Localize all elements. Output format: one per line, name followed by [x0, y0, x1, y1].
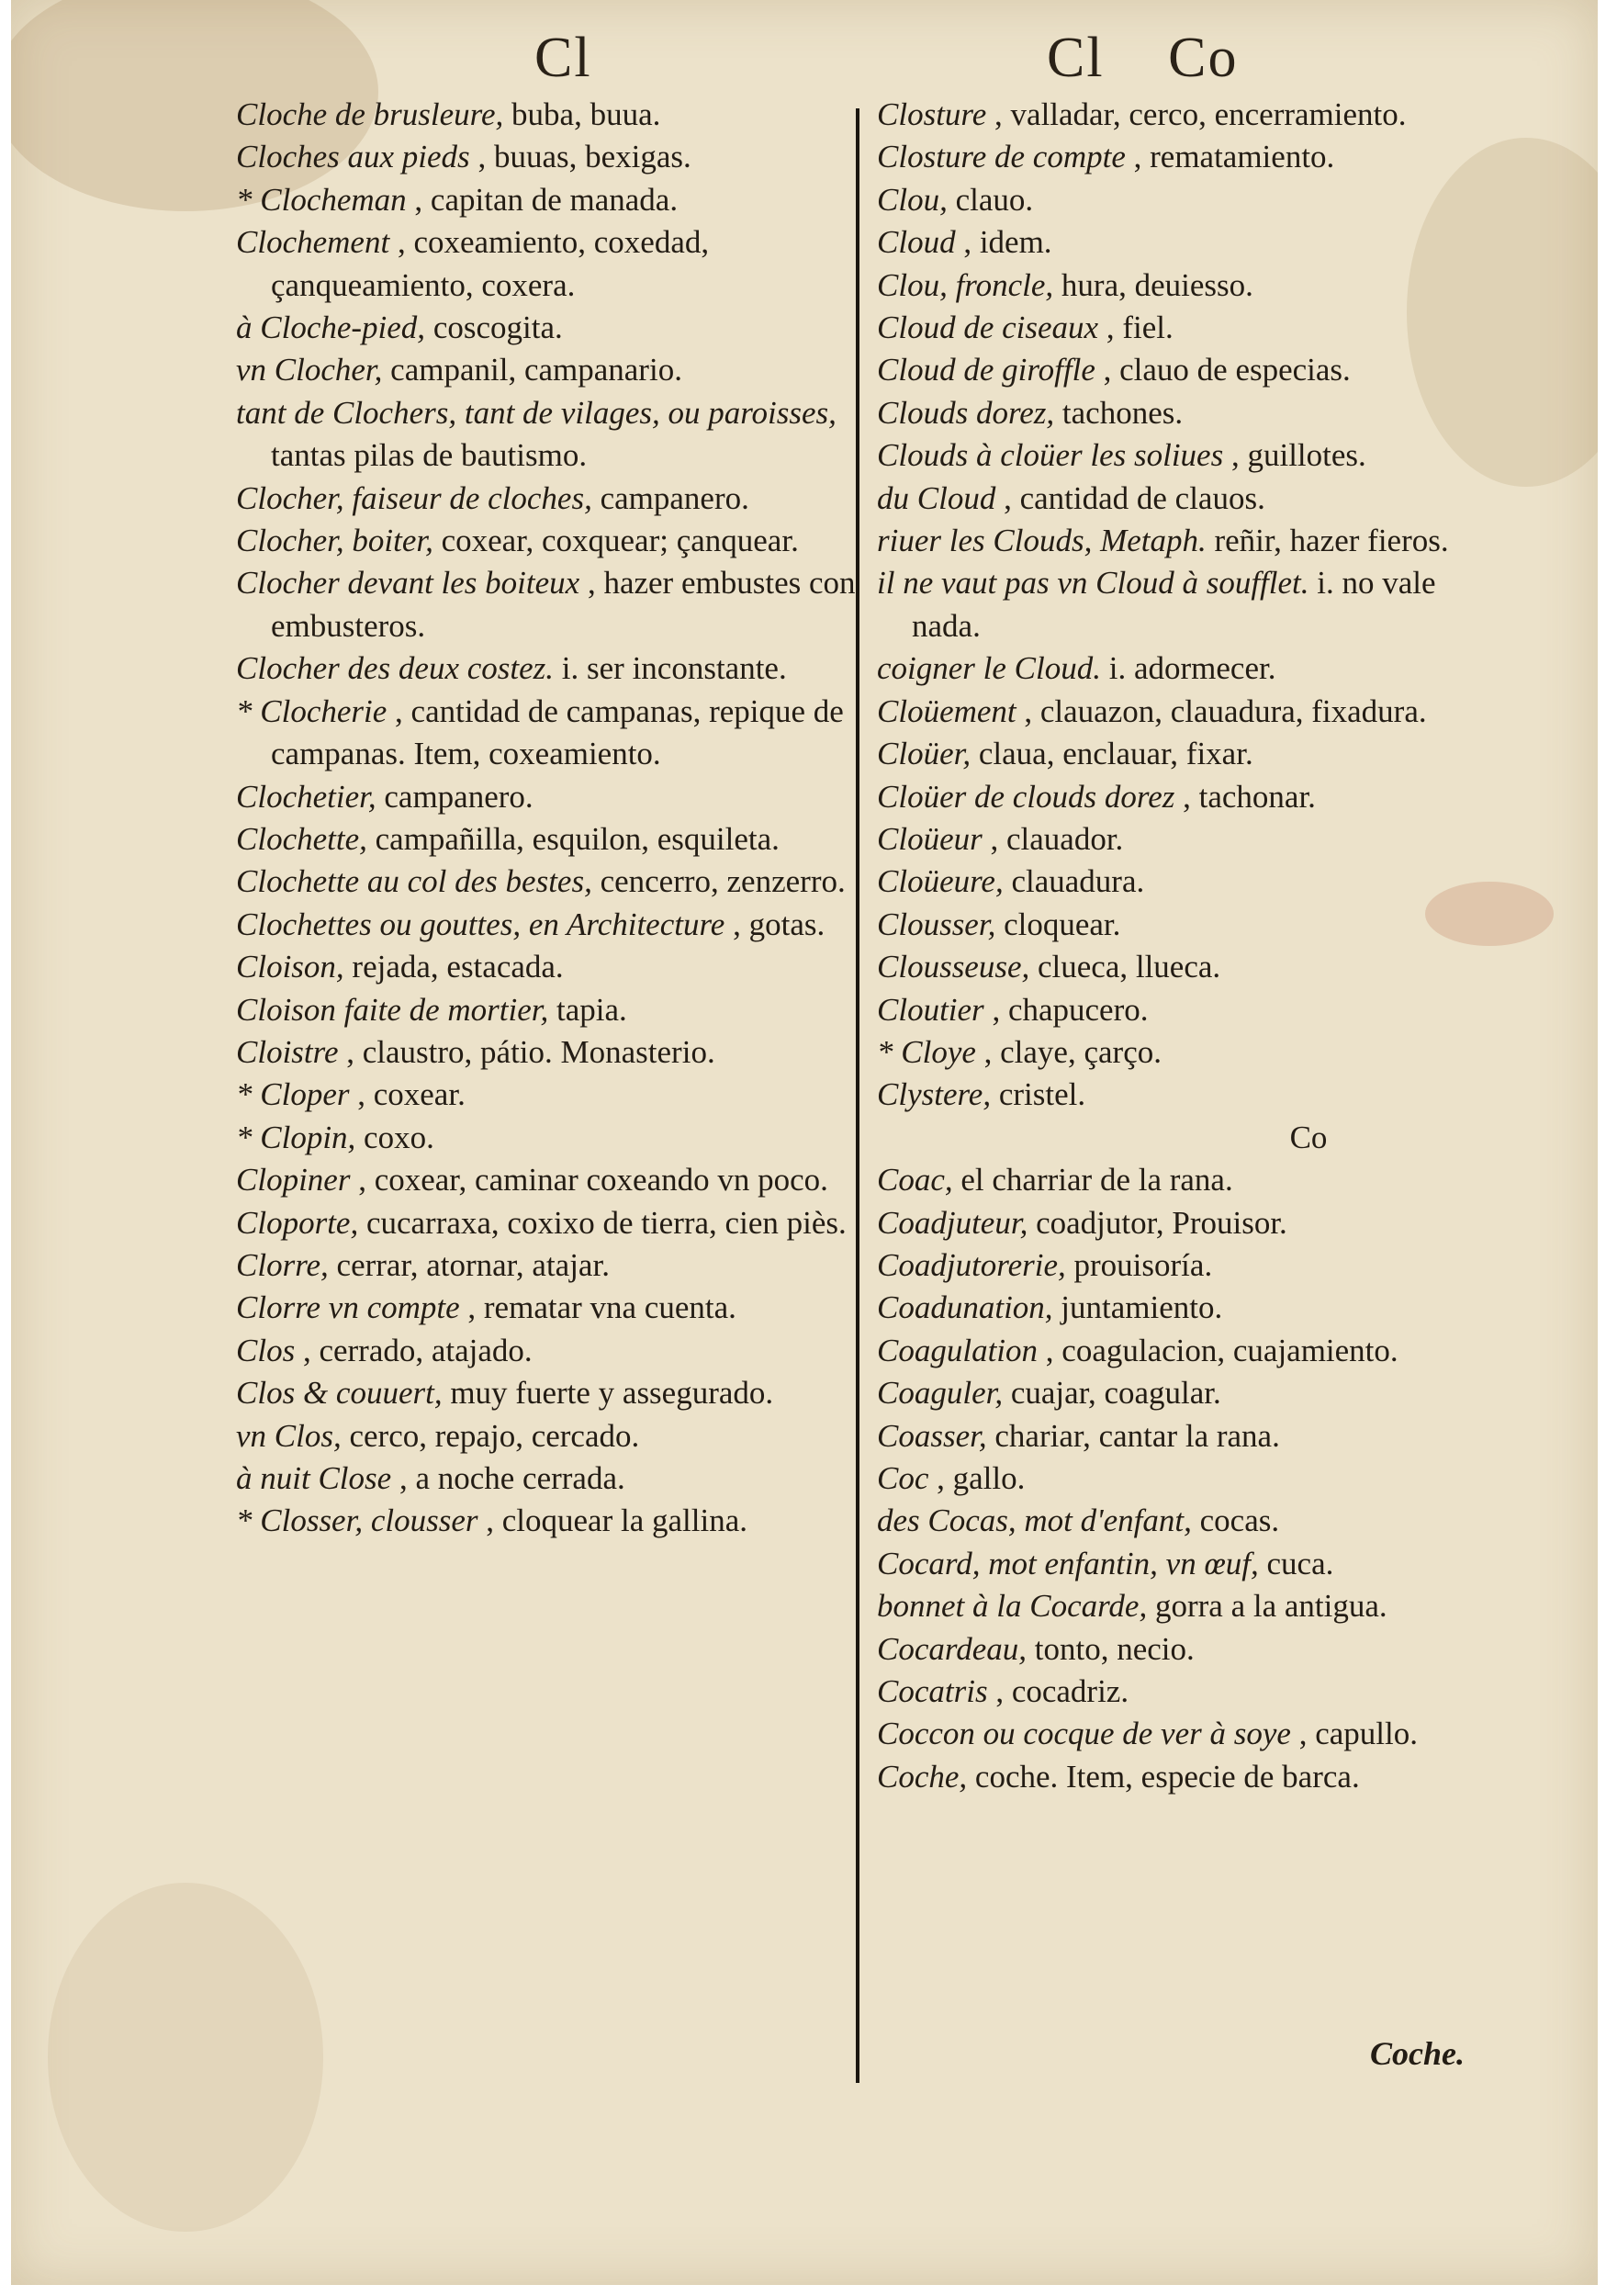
entry-headword: tant de Clochers, tant de vilages, ou paroisses, — [236, 394, 837, 431]
entry-headword: Clopiner — [236, 1162, 351, 1199]
entry-headword: Cloison faite de mortier, — [236, 991, 549, 1028]
dictionary-entry — [236, 307, 860, 349]
entry-translation: clauo. — [955, 181, 1034, 218]
dictionary-entry — [236, 776, 860, 818]
entry-headword: Clochetier, — [236, 778, 376, 815]
entry-headword: des Cocas, mot d'enfant, — [877, 1503, 1192, 1539]
running-head-right: Cl Co — [1047, 27, 1239, 89]
entry-translation: , cantidad de campanas, repique de campanas. Item, coxeamiento. — [271, 692, 844, 772]
column-divider — [856, 108, 859, 2083]
entry-headword: Clorre vn compte — [236, 1289, 460, 1326]
entry-headword: Clou, froncle, — [877, 266, 1054, 303]
entry-translation: muy fuerte y assegurado. — [450, 1375, 774, 1412]
dictionary-entry — [236, 904, 860, 946]
dictionary-entry — [236, 1415, 860, 1458]
entry-headword: vn Clocher, — [236, 352, 383, 388]
dictionary-entry — [877, 94, 1501, 136]
dictionary-entry — [236, 1372, 860, 1414]
entry-translation: campanero. — [384, 778, 533, 815]
entry-headword: * Clocheman — [236, 181, 407, 218]
dictionary-entry — [877, 861, 1501, 903]
dictionary-entry — [236, 349, 860, 391]
entry-headword: Coagulation — [877, 1332, 1039, 1368]
entry-headword: Cloutier — [877, 991, 984, 1028]
entry-translation: , coxeamiento, coxedad, çanqueamiento, coxera. — [271, 224, 710, 303]
dictionary-entry — [877, 1585, 1501, 1627]
dictionary-entry — [877, 989, 1501, 1031]
entry-translation: juntamiento. — [1061, 1289, 1223, 1326]
dictionary-entry — [236, 1117, 860, 1159]
entry-headword: Cloüeur — [877, 820, 983, 857]
entry-translation: cerrar, atornar, atajar. — [336, 1246, 610, 1283]
entry-headword: * Cloper — [236, 1076, 350, 1113]
dictionary-entry — [236, 520, 860, 562]
catchword: Coche. — [1370, 2035, 1465, 2072]
dictionary-entry — [236, 1244, 860, 1287]
entry-headword: vn Clos, — [236, 1417, 342, 1454]
entry-headword: * Closser, clousser — [236, 1503, 478, 1539]
dictionary-entry — [877, 1287, 1501, 1329]
entry-translation: cencerro, zenzerro. — [600, 863, 846, 900]
entry-headword: Cloüement — [877, 692, 1016, 729]
dictionary-entry — [236, 1458, 860, 1500]
entry-headword: Clousser, — [877, 906, 996, 942]
entry-headword: Cocatris — [877, 1673, 988, 1710]
entry-translation: cristel. — [998, 1076, 1086, 1113]
dictionary-entry — [877, 221, 1501, 264]
dictionary-entry — [236, 647, 860, 690]
entry-translation: clueca, llueca. — [1038, 949, 1221, 985]
entry-headword: Coche, — [877, 1758, 968, 1795]
entry-translation: claua, enclauar, fixar. — [978, 736, 1253, 772]
dictionary-entry — [877, 1159, 1501, 1201]
entry-headword: Coadunation, — [877, 1289, 1053, 1326]
entry-headword: Clocher devant les boiteux — [236, 565, 580, 602]
entry-translation: , claustro, pátio. Monasterio. — [346, 1033, 715, 1070]
entry-translation: hura, deuiesso. — [1061, 266, 1253, 303]
entry-translation: tantas pilas de bautismo. — [271, 437, 588, 474]
dictionary-entry — [877, 818, 1501, 861]
entry-translation: , capullo. — [1298, 1716, 1418, 1752]
entry-headword: Cloistre — [236, 1033, 339, 1070]
entry-translation: coadjutor, Prouisor. — [1036, 1204, 1287, 1241]
dictionary-entry — [877, 1458, 1501, 1500]
dictionary-entry — [877, 179, 1501, 221]
running-head-right-extra: Co — [1168, 27, 1239, 89]
entry-translation: reñir, hazer fieros. — [1214, 523, 1449, 559]
entry-headword: Clou, — [877, 181, 948, 218]
entry-translation: tonto, necio. — [1034, 1630, 1195, 1667]
entry-headword: riuer les Clouds, Metaph. — [877, 523, 1207, 559]
entry-translation: coscogita. — [432, 310, 563, 346]
entry-headword: Cloporte, — [236, 1204, 359, 1241]
entry-headword: Coccon ou cocque de ver à soye — [877, 1716, 1291, 1752]
dictionary-entry — [236, 1202, 860, 1244]
entry-translation: , coxear, caminar coxeando vn poco. — [358, 1162, 828, 1199]
entry-translation: , fiel. — [1106, 310, 1174, 346]
entry-translation: i. adormecer. — [1108, 650, 1276, 687]
dictionary-entry — [236, 1159, 860, 1201]
entry-translation: , cantidad de clauos. — [1004, 479, 1265, 516]
entry-translation: , chapucero. — [992, 991, 1149, 1028]
dictionary-entry — [877, 562, 1501, 647]
entry-translation: prouisoría. — [1073, 1246, 1213, 1283]
entry-translation: , buuas, bexigas. — [477, 139, 691, 175]
entry-translation: campanero. — [600, 479, 749, 516]
dictionary-entry — [877, 1500, 1501, 1542]
dictionary-entry — [877, 1415, 1501, 1458]
dictionary-entry — [877, 1330, 1501, 1372]
dictionary-entry — [236, 1287, 860, 1329]
dictionary-entry — [236, 478, 860, 520]
dictionary-entry — [236, 989, 860, 1031]
entry-headword: Clochement — [236, 224, 390, 261]
entry-headword: Closture de compte — [877, 139, 1126, 175]
entry-translation: campañilla, esquilon, esquileta. — [375, 820, 780, 857]
entry-headword: Cloüer de clouds dorez — [877, 778, 1175, 815]
dictionary-entry — [877, 434, 1501, 477]
entry-translation: campanil, campanario. — [390, 352, 682, 388]
dictionary-page — [11, 0, 1598, 2285]
entry-translation: , capitan de manada. — [414, 181, 679, 218]
dictionary-entry — [877, 647, 1501, 690]
entry-headword: Coadjuteur, — [877, 1204, 1028, 1241]
dictionary-entry — [877, 1713, 1501, 1755]
right-column — [877, 94, 1501, 1798]
dictionary-entry — [877, 349, 1501, 391]
entry-headword: Cocard, mot enfantin, vn œuf, — [877, 1545, 1259, 1581]
entry-translation: , clauador. — [990, 820, 1124, 857]
entry-translation: tapia. — [556, 991, 627, 1028]
entry-headword: coigner le Cloud. — [877, 650, 1101, 687]
entry-translation: cuca. — [1266, 1545, 1334, 1581]
entry-headword: * Cloye — [877, 1033, 976, 1070]
entry-headword: du Cloud — [877, 479, 996, 516]
entry-translation: , cerrado, atajado. — [302, 1332, 533, 1368]
dictionary-entry — [236, 562, 860, 647]
dictionary-entry — [877, 733, 1501, 775]
dictionary-entry — [877, 1756, 1501, 1798]
dictionary-entry — [236, 392, 860, 478]
entry-translation: coxear, coxquear; çanquear. — [441, 523, 799, 559]
entry-translation: , cocadriz. — [995, 1673, 1129, 1710]
entry-headword: Clochette au col des bestes, — [236, 863, 592, 900]
entry-translation: , valladar, cerco, encerramiento. — [994, 96, 1407, 132]
dictionary-entry — [877, 904, 1501, 946]
entry-headword: Cloud — [877, 224, 956, 261]
entry-translation: , guillotes. — [1230, 437, 1366, 474]
dictionary-entry — [877, 1244, 1501, 1287]
entry-translation: , clauo de especias. — [1103, 352, 1351, 388]
entry-headword: Clochette, — [236, 820, 367, 857]
dictionary-entry — [236, 136, 860, 178]
dictionary-entry — [877, 691, 1501, 733]
dictionary-entry — [236, 946, 860, 988]
entry-headword: Coaguler, — [877, 1375, 1004, 1412]
entry-headword: Clos — [236, 1332, 296, 1368]
dictionary-entry — [236, 1031, 860, 1074]
entry-translation: , gotas. — [733, 906, 825, 942]
entry-translation: , claye, çarço. — [983, 1033, 1162, 1070]
dictionary-entry — [236, 94, 860, 136]
dictionary-entry — [877, 776, 1501, 818]
entry-headword: Clystere, — [877, 1076, 992, 1113]
dictionary-entry — [877, 307, 1501, 349]
dictionary-entry — [877, 946, 1501, 988]
dictionary-entry — [877, 1628, 1501, 1671]
dictionary-entry — [877, 478, 1501, 520]
entry-headword: Cloüer, — [877, 736, 971, 772]
entry-headword: Clos & couuert, — [236, 1375, 443, 1412]
entry-translation: buba, buua. — [511, 96, 661, 132]
entry-headword: à nuit Close — [236, 1460, 392, 1496]
entry-translation: cloquear. — [1004, 906, 1121, 942]
entry-headword: Closture — [877, 96, 987, 132]
entry-headword: il ne vaut pas vn Cloud à soufflet. — [877, 565, 1309, 602]
entry-headword: Coasser, — [877, 1417, 987, 1454]
entry-headword: Coadjutorerie, — [877, 1246, 1066, 1283]
entry-headword: Clorre, — [236, 1246, 329, 1283]
dictionary-entry — [877, 1074, 1501, 1116]
left-column — [236, 94, 860, 1543]
entry-translation: , cloquear la gallina. — [486, 1503, 747, 1539]
entry-headword: Clochettes ou gouttes, en Architecture — [236, 906, 725, 942]
entry-headword: Cloison, — [236, 949, 344, 985]
entry-headword: Cocardeau, — [877, 1630, 1027, 1667]
entry-headword: Clouds dorez, — [877, 394, 1055, 431]
entry-headword: * Clocherie — [236, 692, 387, 729]
entry-headword: * Clopin, — [236, 1119, 356, 1155]
dictionary-entry — [877, 520, 1501, 562]
entry-translation: , coxear. — [357, 1076, 466, 1113]
dictionary-entry — [877, 1543, 1501, 1585]
dictionary-entry — [877, 264, 1501, 307]
entry-translation: coche. Item, especie de barca. — [974, 1758, 1360, 1795]
entry-headword: Coac, — [877, 1162, 953, 1199]
entry-translation: cucarraxa, coxixo de tierra, cien piès. — [365, 1204, 847, 1241]
entry-headword: Cloches aux pieds — [236, 139, 470, 175]
entry-translation: cocas. — [1199, 1503, 1280, 1539]
running-head-left: Cl — [534, 27, 592, 89]
entry-translation: , hazer embustes con embusteros. — [271, 565, 856, 644]
dictionary-entry — [236, 1074, 860, 1116]
entry-translation: cuajar, coagular. — [1010, 1375, 1221, 1412]
dictionary-entry — [236, 1330, 860, 1372]
entry-translation: gorra a la antigua. — [1154, 1588, 1387, 1625]
section-heading: Co — [1289, 1119, 1328, 1155]
entry-translation: el charriar de la rana. — [960, 1162, 1233, 1199]
dictionary-entry — [877, 1202, 1501, 1244]
dictionary-entry — [236, 179, 860, 221]
entry-translation: clauadura. — [1011, 863, 1145, 900]
dictionary-entry — [236, 861, 860, 903]
entry-translation: , idem. — [963, 224, 1052, 261]
entry-headword: Cloüeure, — [877, 863, 1004, 900]
entry-translation: chariar, cantar la rana. — [994, 1417, 1280, 1454]
entry-headword: Clocher des deux costez. — [236, 650, 555, 687]
entry-headword: Clousseuse, — [877, 949, 1030, 985]
dictionary-entry — [236, 1500, 860, 1542]
dictionary-entry — [236, 818, 860, 861]
entry-translation: rejada, estacada. — [352, 949, 564, 985]
entry-headword: Clouds à cloüer les soliues — [877, 437, 1224, 474]
dictionary-entry — [236, 691, 860, 776]
entry-headword: Clocher, faiseur de cloches, — [236, 479, 592, 516]
entry-translation: , rematamiento. — [1133, 139, 1335, 175]
dictionary-entry — [877, 1372, 1501, 1414]
entry-headword: bonnet à la Cocarde, — [877, 1588, 1148, 1625]
entry-headword: Coc — [877, 1460, 929, 1496]
entry-headword: Cloche de brusleure, — [236, 96, 504, 132]
entry-headword: à Cloche-pied, — [236, 310, 426, 346]
entry-translation: tachones. — [1061, 394, 1184, 431]
dictionary-entry — [877, 136, 1501, 178]
entry-translation: , tachonar. — [1183, 778, 1316, 815]
entry-translation: coxo. — [364, 1119, 434, 1155]
entry-headword: Cloud de ciseaux — [877, 310, 1099, 346]
entry-translation: , a noche cerrada. — [399, 1460, 625, 1496]
entry-translation: cerco, repajo, cercado. — [349, 1417, 640, 1454]
dictionary-entry — [877, 1031, 1501, 1074]
dictionary-entry — [877, 1671, 1501, 1713]
entry-translation: , rematar vna cuenta. — [467, 1289, 736, 1326]
dictionary-entry — [877, 392, 1501, 434]
entry-headword: Cloud de giroffle — [877, 352, 1095, 388]
entry-headword: Clocher, boiter, — [236, 523, 433, 559]
entry-translation: , clauazon, clauadura, fixadura. — [1024, 692, 1427, 729]
entry-translation: , gallo. — [937, 1460, 1026, 1496]
dictionary-entry — [236, 221, 860, 307]
entry-translation: i. ser inconstante. — [561, 650, 787, 687]
entry-translation: i. no vale nada. — [912, 565, 1436, 644]
entry-translation: , coagulacion, cuajamiento. — [1045, 1332, 1398, 1368]
